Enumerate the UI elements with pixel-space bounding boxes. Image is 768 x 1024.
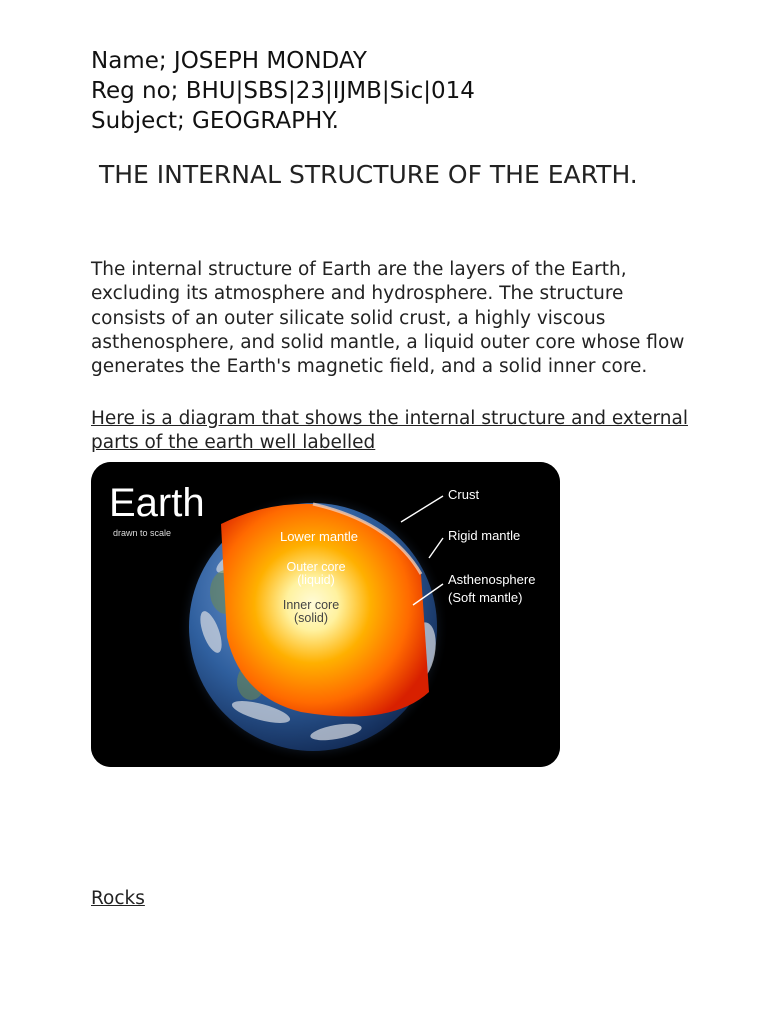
label-outer-core-state: (liquid) xyxy=(297,573,335,587)
diagram-heading: Earth xyxy=(109,481,205,525)
label-inner-core-state: (solid) xyxy=(293,611,329,625)
label-asthenosphere: Asthenosphere xyxy=(448,572,536,587)
label-soft-mantle: (Soft mantle) xyxy=(448,590,523,605)
section-heading-rocks: Rocks xyxy=(91,888,145,909)
student-name: Name; JOSEPH MONDAY xyxy=(91,48,367,74)
diagram-subheading: drawn to scale xyxy=(113,528,172,538)
label-inner-core: Inner core xyxy=(282,598,340,612)
intro-paragraph: The internal structure of Earth are the layers of the Earth, excluding its atmosphere and hydrosphere. The structure consists of an outer silicate solid crust, a highly viscous asthenosphere, and solid mantle, a liquid outer core whose flow generates the Earth's magnetic field, and a solid inner core. xyxy=(91,259,685,378)
registration-number: Reg no; BHU|SBS|23|IJMB|Sic|014 xyxy=(91,78,475,104)
earth-structure-diagram xyxy=(91,462,560,767)
label-rigid-mantle: Rigid mantle xyxy=(448,528,521,543)
student-info xyxy=(91,46,475,136)
label-outer-core: Outer core xyxy=(286,560,346,574)
document-title: THE INTERNAL STRUCTURE OF THE EARTH. xyxy=(91,160,638,189)
label-crust: Crust xyxy=(448,487,480,502)
figure-caption: Here is a diagram that shows the internal structure and external parts of the earth well labelled xyxy=(91,408,688,454)
label-lower-mantle: Lower mantle xyxy=(279,529,359,544)
subject: Subject; GEOGRAPHY. xyxy=(91,108,339,134)
